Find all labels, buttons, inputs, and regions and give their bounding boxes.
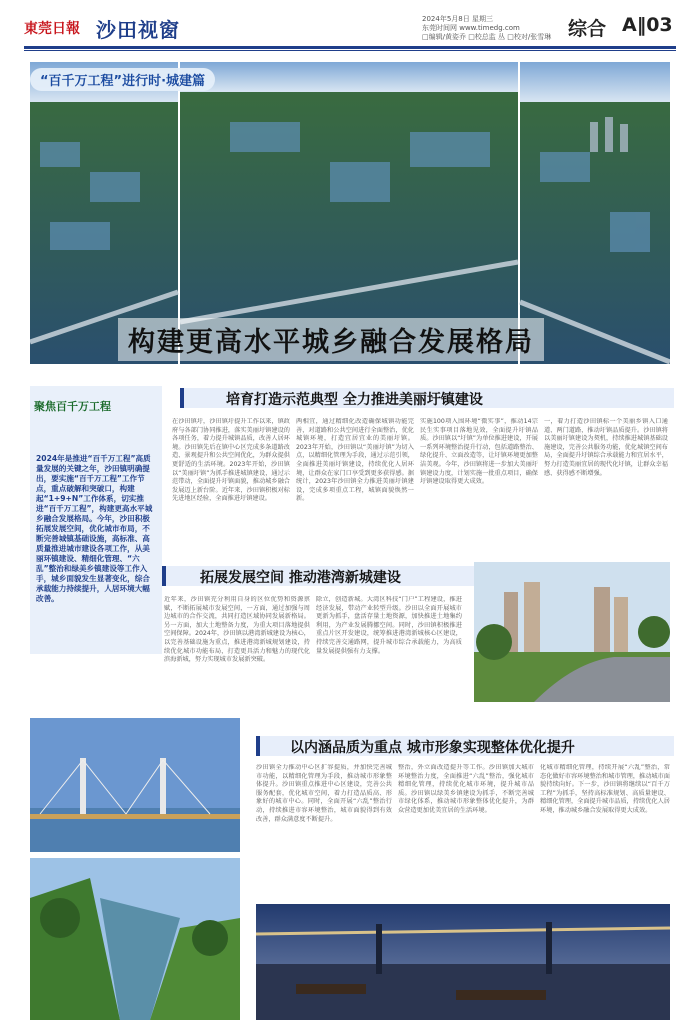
section-3-col-2: 整治，外立面改造提升等工作。沙田镇加大城市环境整治力度，全面推进“六乱”整治，强化城市精细化管理，持续优化城市环境，提升城市品质。沙田镇以绿美乡镇建设为抓手，不断完善城市绿化体系，推动城市形象整体优化提升，为群众营造更加优美宜居的生活环境。 [398,764,534,814]
column-name: 沙田视窗 [96,18,180,42]
issue-date: 2024年5月8日 星期三 [422,15,493,23]
banner-kicker: “百千万工程”进行时·城建篇 [30,68,215,91]
page-number: A‖03 [622,14,673,36]
section-1-col-4: 一，着力打造沙田镇标一个美丽乡镇入口通道、两门道路，推动圩镇品质提升。沙田镇将以美丽圩镇建设为契机，持续推进城镇基础设施建设，完善公共服务功能，优化城镇空间布局，全面提升圩镇综合承载能力和宜居水平，努力打造美丽宜居的现代化圩镇，让群众幸福感、获得感不断增强。 [544,418,668,477]
editors-line: □编辑/黄姿乔 □校总监 丛 □校对/张雪琳 [422,33,552,41]
page-headline: 构建更高水平城乡融合发展格局 [118,318,544,361]
section-3-col-1: 沙田镇全力推动中心区扩容提质，并加快完善城市功能，以精细化管理为手段，推动城市形象整体提升。沙田镇重点推进中心区建设，完善公共服务配套，优化城市空间，着力打造品质高、形象好的城市中心。同时，全面开展“六乱”整治行动，持续推进市容环境整治，城市面貌得到有效改善，群众满意度不断提升。 [256,764,392,823]
section-2-title: 拓展发展空间 推动港湾新城建设 [200,570,401,586]
site-line: 东莞时间网 www.timedg.com [422,24,520,32]
section-1-title: 培育打造示范典型 全力推进美丽圩镇建设 [226,392,483,408]
intro-logo: 聚焦百千万工程 [34,400,111,413]
night-bridge-photo-image [256,904,670,1020]
park-photo-image [474,562,670,702]
river-photo [30,858,240,1020]
park-photo [474,562,670,702]
section-2-col-2: 除立，创造新城。大湾区科技“门户”工程建设，推进经济发展，带动产业转型升级。沙田以全面开展城市更新为抓手，盘活存量土地资源，加快推进土地集约利用，为产业发展腾挪空间。同时，沙田镇积极推进重点片区开发建设，统筹推进港湾新城核心区建设，持续完善交通路网，提升城市综合承载能力，为高质量发展提供强有力支撑。 [316,596,462,655]
dateline [422,15,562,42]
bridge-photo [30,718,240,852]
section-1-col-3: 实施100项入围环境“微实事”，推动14宗民生实事项目落地见效，全面提升圩镇品质。沙田镇以“圩镇”为单位推进建设，开展一系列环境整治提升行动，包括道路整治、绿化提升、立面改造等，让圩镇环境更加整洁美观。今年，沙田镇将进一步加大美丽圩镇建设力度，计划实施一批重点项目，确保圩镇建设取得更大成效。 [420,418,538,486]
bridge-photo-image [30,718,240,852]
section-2-col-1: 近年来，沙田镇充分利用自身的区位优势和资源禀赋，不断拓展城市发展空间，一方面，通过加强与周边城市的合作交流，共同打造区域协同发展新格局。另一方面，加大土地整备力度，为重大项目落地提供空间保障。2024年，沙田镇以港湾新城建设为核心，以完善基础设施为重点，推进港湾新城规划建设，持续优化城市功能布局，打造更具活力和魅力的现代化滨海新城，努力实现城市发展新突破。 [164,596,310,664]
night-bridge-photo [256,904,670,1020]
river-photo-image [30,858,240,1020]
section-1-col-1: 在沙田镇圩，沙田镇圩提升工作以来，镇政府与各部门协同推进，落实美丽圩镇建设的各项任务，着力提升城镇品质，改善人居环境。沙田镇先后在镇中心区完成多条道路改造、景观提升和公共空间优化，为群众提供更舒适的生活环境。2023年开始，沙田镇以“美丽圩镇”为抓手推进城镇建设，通过示范带动，全面提升圩镇面貌，推动城乡融合发展迈上新台阶。近年来，沙田镇积极对标先进地区经验，全面推进圩镇建设。 [172,418,290,503]
intro-text: 2024年是推进“百千万工程”高质量发展的关键之年，沙田镇明确提出，要实施“百千万工程”工作节点，重点破解和突破口，构建起“1+9+N”工作体系，切实推进“百千万工程”，构建更高水平城乡融合发展格局。今年，沙田积极拓展发展空间，优化城市布局，不断完善城镇基础设施，高标准、高质量推进城市建设各项工作，从美丽环镇建设、精细化管理、“六乱”整治和绿美乡镇建设等工作入手，城乡面貌发生显著变化，综合承载能力持续提升，人居环境大幅改善。 [36,454,153,603]
masthead-rule [24,46,676,49]
masthead-rule-thin [24,50,676,51]
section-3-col-3: 化城市精细化管理，持续开展“六乱”整治，常态化做好市容环境整治和城市管理，推动城市面貌持续向好。下一步，沙田镇将继续以“百千万工程”为抓手，坚持高标准规划、高质量建设、精细化管理，全面提升城市品质，持续优化人居环境，推动城乡融合发展取得更大成效。 [540,764,670,814]
section-name: 综合 [568,18,607,40]
section-1-col-2: 两相宜，通过精细化改造确保城镇功能完善，对道路和公共空间进行全面整治，优化城镇环境，打造宜居宜业的美丽圩镇。2023年开始，沙田镇以“美丽圩镇”为切入点，以精细化管理为手段，通过示范引领，全面推进美丽圩镇建设，持续优化人居环境，让群众在家门口享受到更多获得感。据统计，2023年沙田镇全力推进美丽圩镇建设，完成多项重点工程，城镇面貌焕然一新。 [296,418,414,503]
newspaper-logo: 東莞日報 [24,21,80,37]
section-3-title: 以内涵品质为重点 城市形象实现整体优化提升 [290,740,575,756]
